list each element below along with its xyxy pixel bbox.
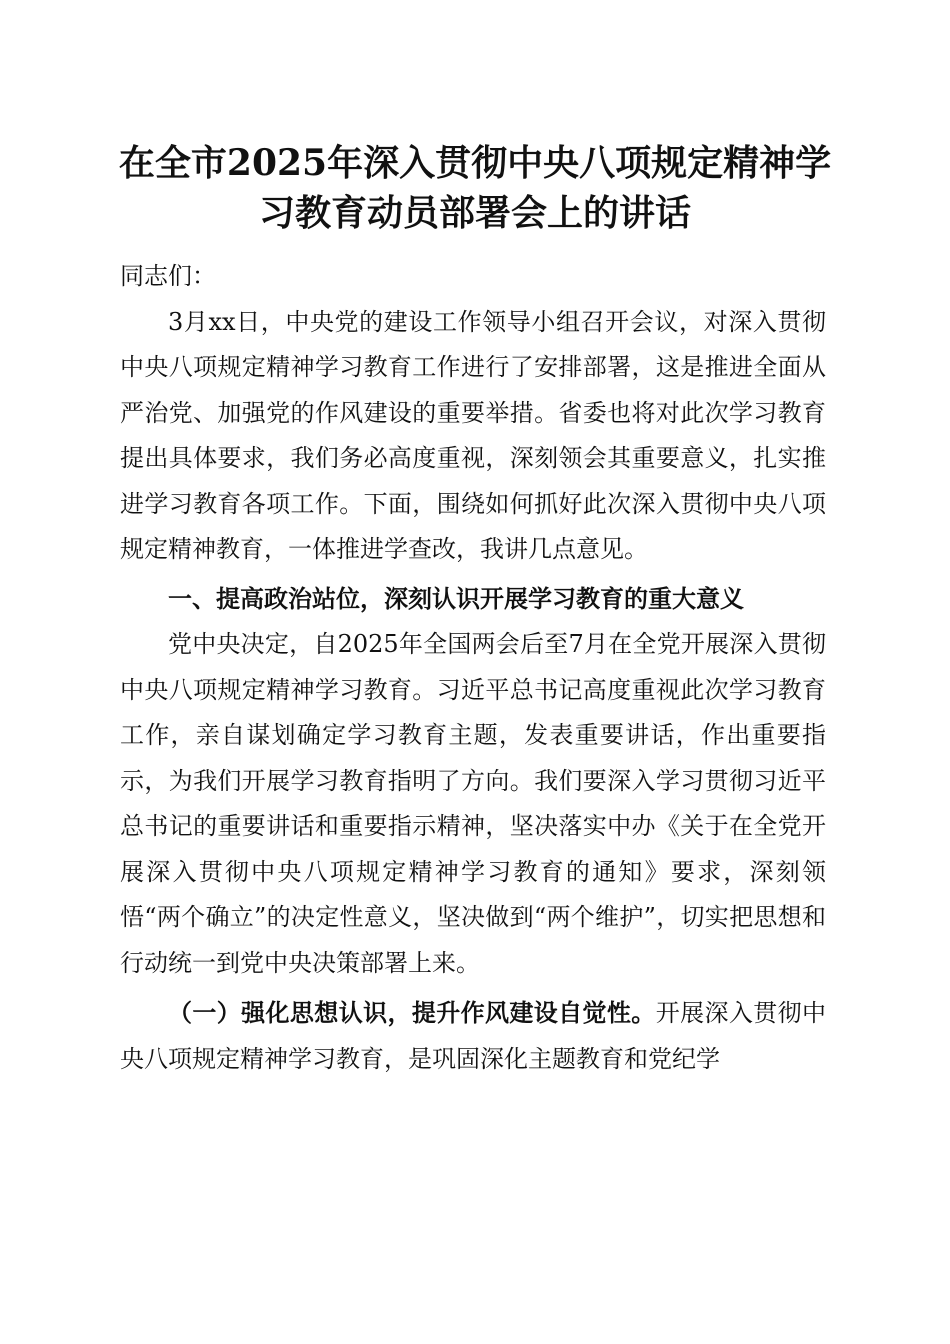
subsection-heading-1: （一）强化思想认识，提升作风建设自觉性。 bbox=[168, 998, 656, 1027]
title-line-1: 在全市2025年深入贯彻中央八项规定精神学 bbox=[118, 142, 832, 184]
subsection-1-text: 开展深入贯彻中央八项规定精神学习教育，是巩固深化主题教育和党纪学 bbox=[120, 999, 827, 1073]
section-heading-1: 一、提高政治站位，深刻认识开展学习教育的重大意义 bbox=[168, 584, 744, 613]
paragraph-intro: 3月xx日，中央党的建设工作领导小组召开会议，对深入贯彻中央八项规定精神学习教育工作进行了安排部署，这是推进全面从严治党、加强党的作风建设的重要举措。省委也将对此次学习教育提出具体要求，我们务必高度重视，深刻领会其重要意义，扎实推进学习教育各项工作。下面，围绕如何抓好此次深入贯彻中央八项规定精神教育，一体推进学查改，我讲几点意见。 bbox=[120, 307, 826, 563]
title-line-2: 习教育动员部署会上的讲话 bbox=[258, 192, 691, 234]
document-body bbox=[120, 254, 826, 1082]
salutation: 同志们： bbox=[120, 262, 216, 290]
document-title bbox=[110, 138, 840, 238]
paragraph-subsection-1 bbox=[120, 990, 826, 1082]
paragraph-section-1: 党中央决定，自2025年全国两会后至7月在全党开展深入贯彻中央八项规定精神学习教育。习近平总书记高度重视此次学习教育工作，亲自谋划确定学习教育主题，发表重要讲话，作出重要指示，为我们开展学习教育指明了方向。我们要深入学习贯彻习近平总书记的重要讲话和重要指示精神，坚决落实中办《关于在全党开展深入贯彻中央八项规定精神学习教育的通知》要求，深刻领悟“两个确立”的决定性意义，坚决做到“两个维护”，切实把思想和行动统一到党中央决策部署上来。 bbox=[120, 630, 826, 977]
